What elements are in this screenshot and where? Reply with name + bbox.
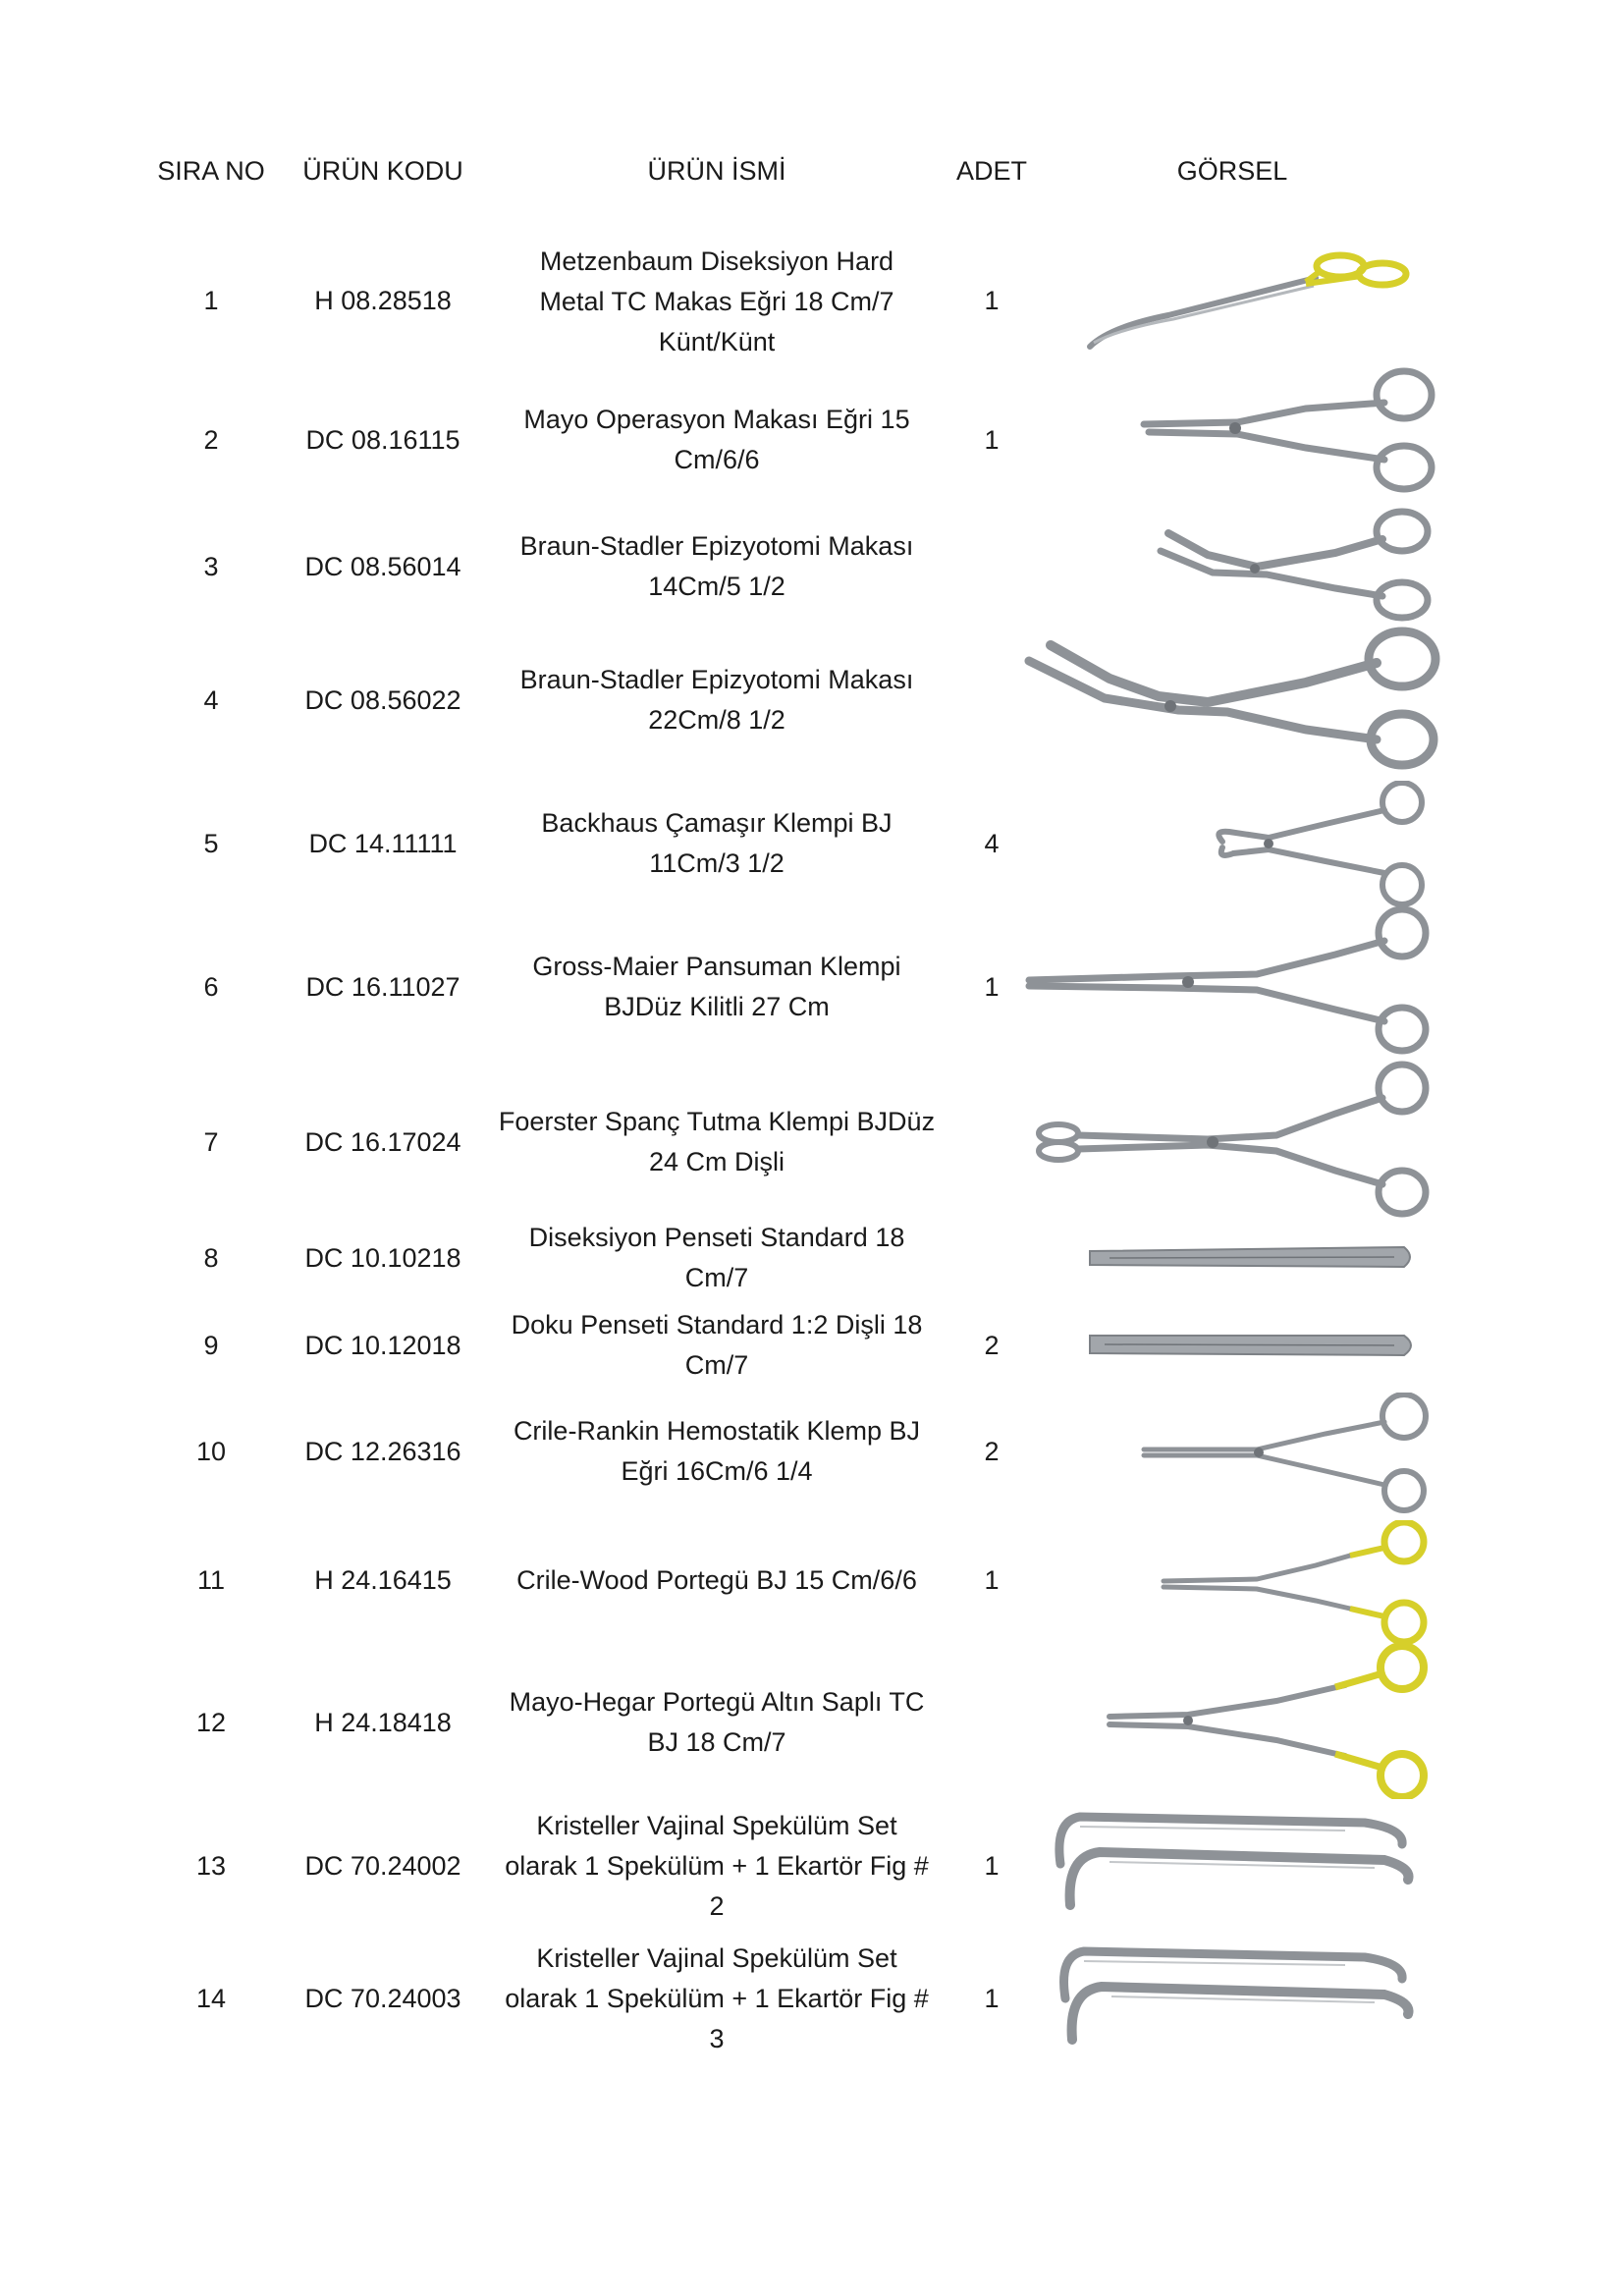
- needle-holder-gold-large-icon: [1011, 1642, 1453, 1799]
- product-name: Metzenbaum Diseksiyon Hard Metal TC Makas Eğri 18 Cm/7 Künt/Künt: [539, 246, 894, 356]
- dissecting-tweezers-icon: [1011, 1239, 1453, 1279]
- header-urun-kodu: ÜRÜN KODU: [302, 156, 463, 186]
- dressing-forceps-icon: [1011, 903, 1453, 1056]
- episiotomy-scissors-small-icon: [1011, 506, 1453, 624]
- row-number: 12: [195, 1708, 227, 1737]
- product-code: DC 70.24002: [304, 1851, 461, 1881]
- product-code: DC 14.11111: [308, 829, 458, 858]
- product-code: DC 70.24003: [304, 1984, 461, 2013]
- row-number: 11: [196, 1565, 226, 1595]
- row-number: 6: [203, 972, 219, 1002]
- product-name: Crile-Wood Portegü BJ 15 Cm/6/6: [516, 1565, 917, 1595]
- product-code: DC 10.10218: [304, 1243, 461, 1273]
- product-code: DC 08.16115: [305, 425, 460, 455]
- product-code: H 24.16415: [314, 1565, 452, 1595]
- product-name: Foerster Spanç Tutma Klempi BJDüz 24 Cm Dişli: [498, 1107, 936, 1176]
- product-code: DC 16.17024: [304, 1127, 461, 1157]
- product-code: H 24.18418: [314, 1708, 452, 1737]
- row-number: 5: [203, 829, 219, 858]
- row-number: 3: [203, 552, 219, 581]
- product-name: Mayo-Hegar Portegü Altın Saplı TC BJ 18 Cm/7: [509, 1687, 925, 1757]
- quantity: 2: [984, 1331, 1000, 1360]
- header-adet: ADET: [955, 156, 1027, 186]
- quantity: 1: [984, 1984, 1000, 2013]
- product-code: DC 10.12018: [304, 1331, 461, 1360]
- tissue-tweezers-icon: [1011, 1326, 1453, 1365]
- product-name: Braun-Stadler Epizyotomi Makası 22Cm/8 1/2: [519, 665, 914, 735]
- row-number: 7: [203, 1127, 219, 1157]
- product-name: Braun-Stadler Epizyotomi Makası 14Cm/5 1/2: [519, 531, 914, 601]
- product-code: DC 08.56022: [304, 685, 461, 715]
- operating-scissors-icon: [1011, 365, 1453, 493]
- product-name: Kristeller Vajinal Spekülüm Set olarak 1 Spekülüm + 1 Ekartör Fig # 2: [505, 1811, 929, 1921]
- row-number: 4: [203, 685, 219, 715]
- product-name: Mayo Operasyon Makası Eğri 15 Cm/6/6: [523, 405, 910, 474]
- needle-holder-gold-icon: [1011, 1520, 1453, 1648]
- speculum-set-icon: [1011, 1930, 1453, 2048]
- quantity: 1: [984, 286, 1000, 315]
- product-name: Diseksiyon Penseti Standard 18 Cm/7: [528, 1223, 905, 1292]
- row-number: 14: [195, 1984, 227, 2013]
- towel-clamp-icon: [1011, 781, 1453, 908]
- product-code: DC 08.56014: [304, 552, 461, 581]
- product-code: DC 12.26316: [304, 1437, 461, 1466]
- product-code: H 08.28518: [314, 286, 452, 315]
- episiotomy-scissors-large-icon: [1011, 624, 1453, 771]
- product-name: Kristeller Vajinal Spekülüm Set olarak 1 Spekülüm + 1 Ekartör Fig # 3: [505, 1943, 929, 2053]
- row-number: 8: [203, 1243, 219, 1273]
- row-number: 13: [195, 1851, 227, 1881]
- header-sira-no: SIRA NO: [157, 156, 265, 186]
- hemostatic-clamp-icon: [1011, 1393, 1453, 1515]
- quantity: 1: [984, 1565, 1000, 1595]
- row-number: 1: [203, 286, 219, 315]
- product-code: DC 16.11027: [305, 972, 460, 1002]
- row-number: 10: [195, 1437, 227, 1466]
- row-number: 2: [203, 425, 219, 455]
- quantity: 1: [984, 972, 1000, 1002]
- product-name: Gross-Maier Pansuman Klempi BJDüz Kilitli 27 Cm: [532, 952, 901, 1021]
- quantity: 4: [984, 829, 1000, 858]
- curved-scissors-gold-icon: [1011, 241, 1453, 354]
- speculum-set-icon: [1011, 1797, 1453, 1915]
- product-name: Doku Penseti Standard 1:2 Dişli 18 Cm/7: [511, 1310, 923, 1380]
- header-gorsel: GÖRSEL: [1176, 156, 1288, 186]
- product-name: Crile-Rankin Hemostatik Klemp BJ Eğri 16Cm/6 1/4: [513, 1416, 921, 1486]
- quantity: 2: [984, 1437, 1000, 1466]
- quantity: 1: [984, 1851, 1000, 1881]
- header-urun-ismi: ÜRÜN İSMİ: [647, 156, 786, 186]
- row-number: 9: [203, 1331, 219, 1360]
- product-name: Backhaus Çamaşır Klempi BJ 11Cm/3 1/2: [541, 808, 893, 878]
- quantity: 1: [984, 425, 1000, 455]
- sponge-forceps-icon: [1011, 1061, 1453, 1218]
